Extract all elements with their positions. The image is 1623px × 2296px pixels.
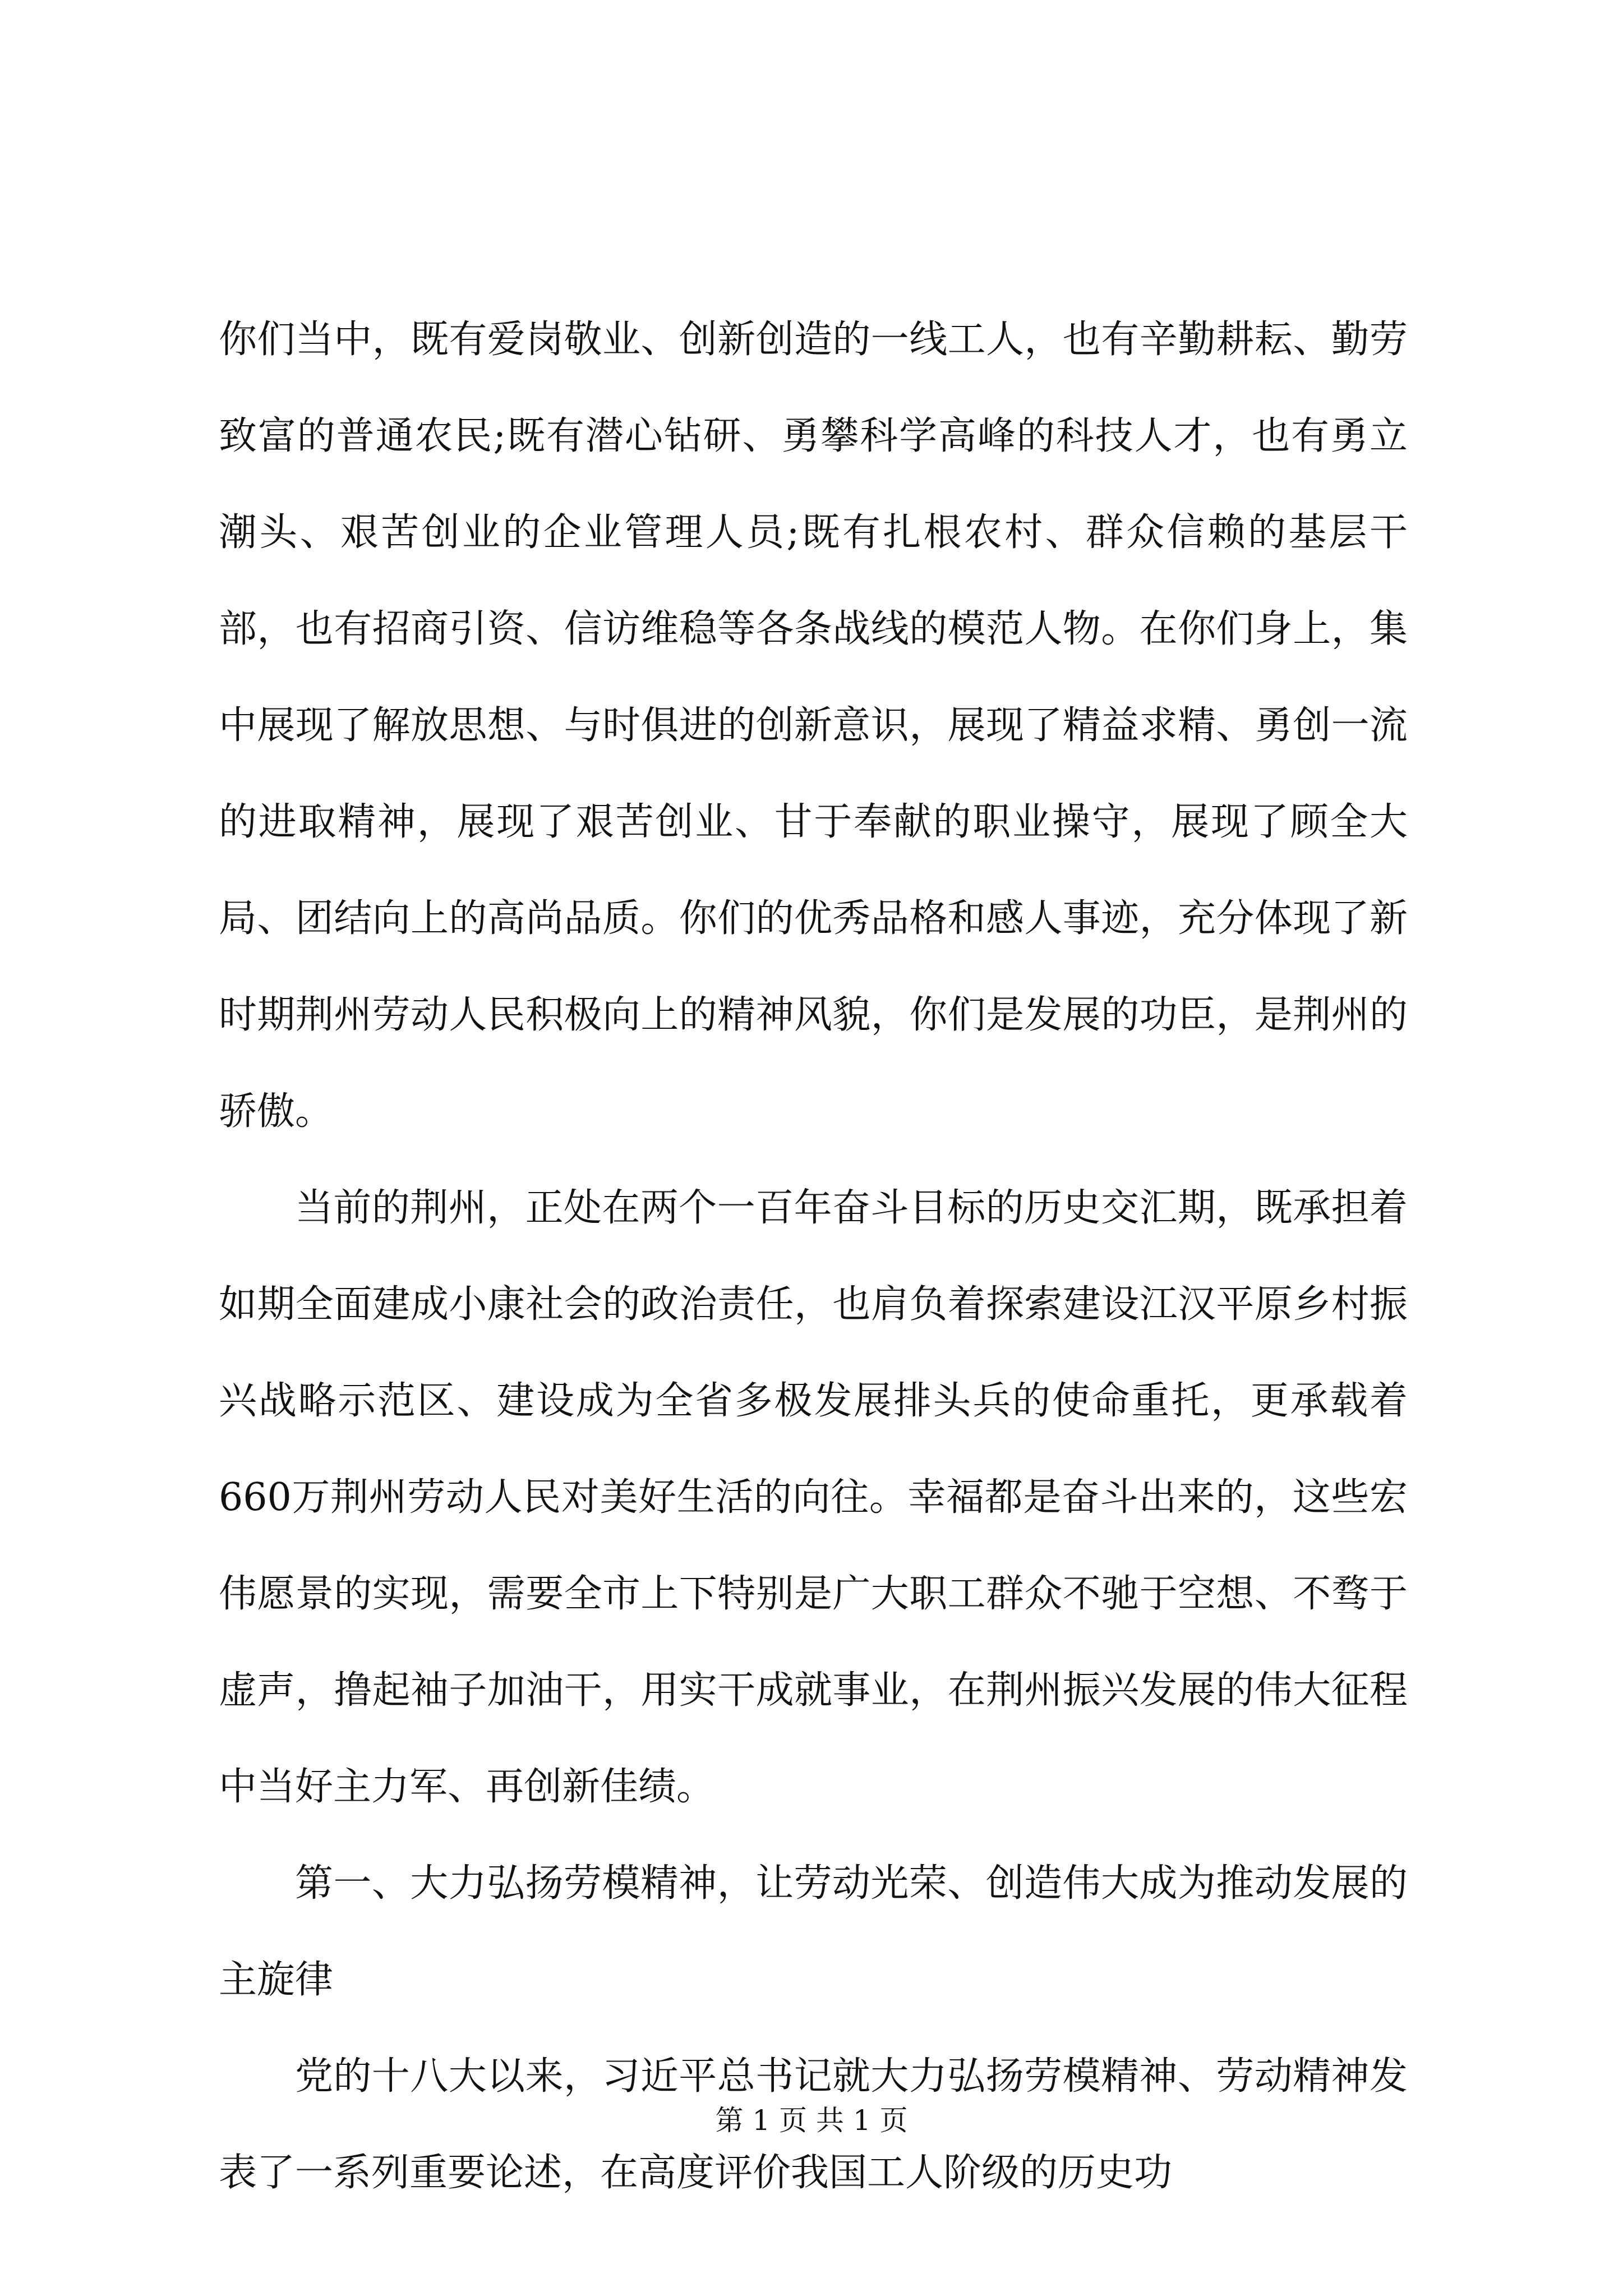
paragraph-model-workers: 你们当中，既有爱岗敬业、创新创造的一线工人，也有辛勤耕耘、勤劳致富的普通农民;既有潜心钻研、勇攀科学高峰的科技人才，也有勇立潮头、艰苦创业的企业管理人员;既有扎根农村、群众信赖的基层干部，也有招商引资、信访维稳等各条战线的模范人物。在你们身上，集中展现了解放思想、与时俱进的创新意识，展现了精益求精、勇创一流的进取精神，展现了艰苦创业、甘于奉献的职业操守，展现了顾全大局、团结向上的高尚品质。你们的优秀品格和感人事迹，充分体现了新时期荆州劳动人民积极向上的精神风貌，你们是发展的功臣，是荆州的骄傲。 <box>219 318 1408 1134</box>
paragraph-party-congress: 党的十八大以来，习近平总书记就大力弘扬劳模精神、劳动精神发表了一系列重要论述，在高度评价我国工人阶级的历史功 <box>219 2054 1408 2195</box>
paragraph-jingzhou-current: 当前的荆州，正处在两个一百年奋斗目标的历史交汇期，既承担着如期全面建成小康社会的政治责任，也肩负着探索建设江汉平原乡村振兴战略示范区、建设成为全省多极发展排头兵的使命重托，更承载着660万荆州劳动人民对美好生活的向往。幸福都是奋斗出来的，这些宏伟愿景的实现，需要全市上下特别是广大职工群众不驰于空想、不骛于虚声，撸起袖子加油干，用实干成就事业，在荆州振兴发展的伟大征程中当好主力军、再创新佳绩。 <box>219 1186 1408 1809</box>
page-footer: 第 1 页 共 1 页 <box>715 2104 908 2137</box>
document-body <box>219 292 1408 2221</box>
section-heading-first: 第一、大力弘扬劳模精神，让劳动光荣、创造伟大成为推动发展的主旋律 <box>219 1861 1408 2002</box>
